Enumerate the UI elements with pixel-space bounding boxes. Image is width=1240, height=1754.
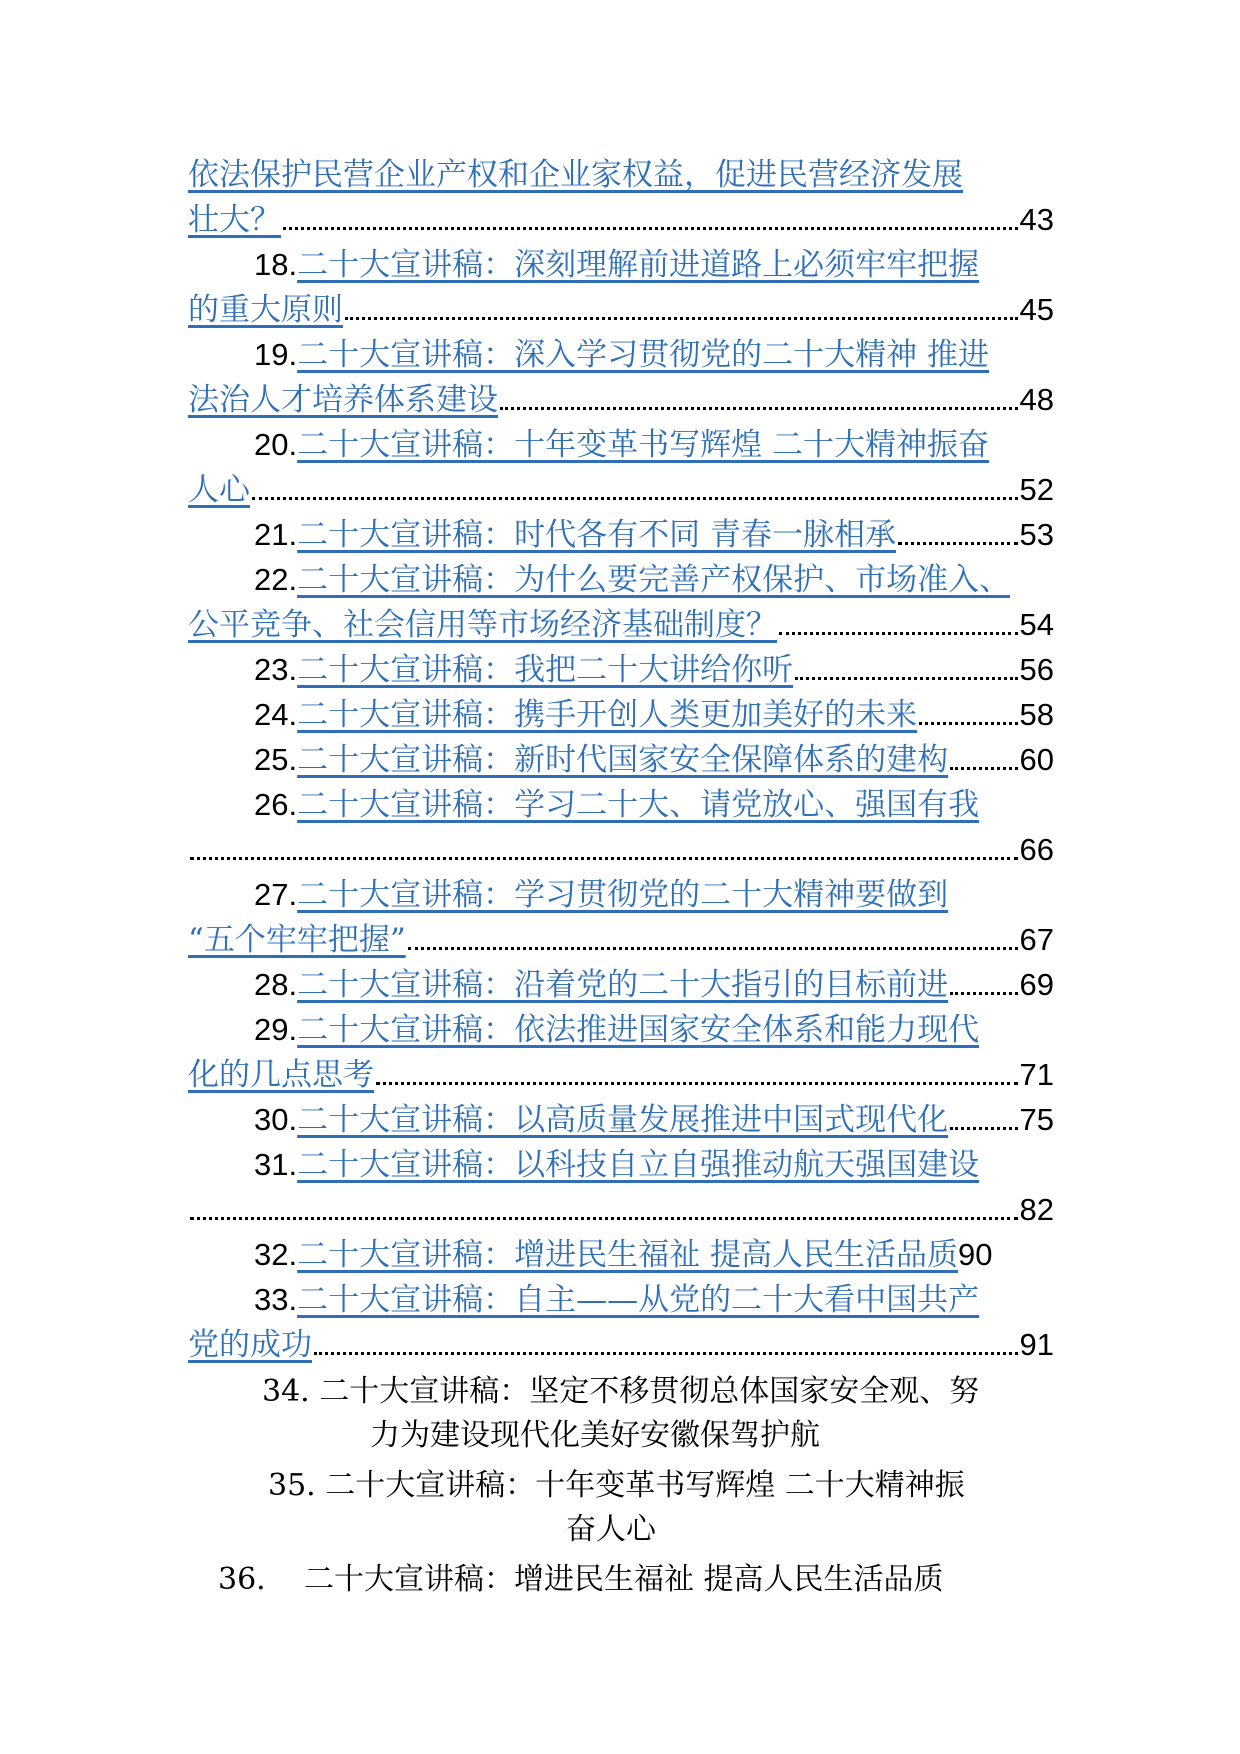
entry-number: 20.: [254, 427, 298, 462]
toc-entry-title[interactable]: 人心: [188, 472, 250, 508]
page-number: 53: [1019, 517, 1054, 552]
leader-dots: [252, 496, 1018, 500]
page-number: 71: [1019, 1057, 1054, 1092]
entry-number: 29.: [254, 1012, 298, 1047]
toc-entry-20-cont[interactable]: [188, 467, 1054, 513]
toc-entry-20[interactable]: [188, 422, 1054, 468]
toc-entry-title[interactable]: 二十大宣讲稿：为什么要完善产权保护、市场准入、: [297, 562, 1011, 598]
leader-dots: [408, 946, 1018, 950]
toc-entry-title[interactable]: 二十大宣讲稿：学习贯彻党的二十大精神要做到: [297, 877, 949, 913]
page-number: 60: [1019, 742, 1054, 777]
page-number: 52: [1019, 472, 1054, 507]
entry-number: 28.: [254, 967, 298, 1002]
toc-entry-26[interactable]: [188, 782, 1054, 828]
leader-dots: [314, 1351, 1018, 1355]
toc-entry-title[interactable]: 二十大宣讲稿：依法推进国家安全体系和能力现代: [297, 1012, 980, 1048]
toc-entry-19[interactable]: [188, 332, 1054, 378]
toc-entry-title[interactable]: 二十大宣讲稿：以科技自立自强推动航天强国建设: [297, 1147, 980, 1183]
entry-number: 31.: [254, 1147, 298, 1182]
toc-entry-31-cont[interactable]: [188, 1187, 1054, 1233]
toc-entry-29[interactable]: [188, 1007, 1054, 1053]
entry-number: 18.: [254, 247, 298, 282]
toc-entry-title[interactable]: 壮大？: [188, 202, 281, 238]
toc-entry-29-cont[interactable]: [188, 1052, 1054, 1098]
page-number: 48: [1019, 382, 1054, 417]
toc-entry-22[interactable]: [188, 557, 1088, 603]
toc-entry-17-line1[interactable]: [188, 152, 1054, 198]
entry-number: 30.: [254, 1102, 298, 1137]
entry-number: 24.: [254, 697, 298, 732]
toc-entry-28[interactable]: [188, 962, 1054, 1008]
page-number: 66: [1019, 832, 1054, 867]
toc-entry-title[interactable]: 公平竞争、社会信用等市场经济基础制度？: [188, 607, 777, 643]
entry-number: 19.: [254, 337, 298, 372]
page-number: 45: [1019, 292, 1054, 327]
page-number: 82: [1019, 1192, 1054, 1227]
entry-number: 33.: [254, 1282, 298, 1317]
toc-entry-23[interactable]: [188, 647, 1054, 693]
toc-entry-title[interactable]: 二十大宣讲稿：沿着党的二十大指引的目标前进: [297, 967, 949, 1003]
toc-entry-33-cont[interactable]: [188, 1322, 1054, 1368]
leader-dots: [376, 1081, 1018, 1085]
toc-entry-title[interactable]: 二十大宣讲稿：携手开创人类更加美好的未来: [297, 697, 918, 733]
entry-number: 32.: [254, 1237, 298, 1272]
toc-entry-title[interactable]: 法治人才培养体系建设: [188, 382, 498, 418]
toc-entry-title[interactable]: 依法保护民营企业产权和企业家权益，促进民营经济发展: [188, 157, 963, 193]
entry-number: 26.: [254, 787, 298, 822]
leader-dots: [779, 631, 1018, 635]
toc-entry-21[interactable]: [188, 512, 1054, 558]
toc-entry-title[interactable]: 二十大宣讲稿：增进民生福祉 提高人民生活品质: [297, 1237, 958, 1273]
leader-dots: [190, 856, 1018, 860]
entry-number: 25.: [254, 742, 298, 777]
page-number: 58: [1019, 697, 1054, 732]
page-number: 54: [1019, 607, 1054, 642]
toc-entry-30[interactable]: [188, 1097, 1054, 1143]
leader-dots: [795, 676, 1017, 680]
page-number: 56: [1019, 652, 1054, 687]
toc-entry-title[interactable]: 二十大宣讲稿：学习二十大、请党放心、强国有我: [297, 787, 980, 823]
toc-entry-18-cont[interactable]: [188, 287, 1054, 333]
entry-35-line1: 35. 二十大宣讲稿：十年变革书写辉煌 二十大精神振: [268, 1468, 965, 1503]
toc-entry-22-cont[interactable]: [188, 602, 1054, 648]
toc-entry-32[interactable]: [188, 1232, 1054, 1278]
entry-number: 22.: [254, 562, 298, 597]
leader-dots: [950, 1126, 1017, 1130]
toc-entry-title[interactable]: 党的成功: [188, 1327, 312, 1363]
toc-entry-27[interactable]: [188, 872, 1054, 918]
toc-entry-19-cont[interactable]: [188, 377, 1054, 423]
entry-36-number: 36.: [218, 1562, 266, 1597]
leader-dots: [190, 1216, 1018, 1220]
entry-35-line2: 奋人心: [566, 1512, 656, 1547]
toc-entry-27-cont[interactable]: [188, 917, 1054, 963]
entry-34-line1: 34. 二十大宣讲稿：坚定不移贯彻总体国家安全观、努: [262, 1374, 980, 1409]
page-number: 69: [1019, 967, 1054, 1002]
toc-entry-title[interactable]: 二十大宣讲稿：时代各有不同 青春一脉相承: [297, 517, 896, 553]
toc-entry-title[interactable]: 二十大宣讲稿：新时代国家安全保障体系的建构: [297, 742, 949, 778]
page-number: 43: [1019, 202, 1054, 237]
toc-entry-title[interactable]: 二十大宣讲稿：以高质量发展推进中国式现代化: [297, 1102, 949, 1138]
toc-entry-title[interactable]: 二十大宣讲稿：深入学习贯彻党的二十大精神 推进: [297, 337, 989, 373]
toc-entry-31[interactable]: [188, 1142, 1054, 1188]
leader-dots: [898, 541, 1018, 545]
leader-dots: [919, 721, 1017, 725]
toc-entry-title[interactable]: 化的几点思考: [188, 1057, 374, 1093]
page-number: 91: [1019, 1327, 1054, 1362]
toc-entry-24[interactable]: [188, 692, 1054, 738]
leader-dots: [283, 226, 1018, 230]
entry-36-title: 二十大宣讲稿：增进民生福祉 提高人民生活品质: [304, 1562, 944, 1597]
toc-entry-title[interactable]: 二十大宣讲稿：我把二十大讲给你听: [297, 652, 794, 688]
page-number: 67: [1019, 922, 1054, 957]
leader-dots: [345, 316, 1018, 320]
entry-number: 27.: [254, 877, 298, 912]
toc-entry-title[interactable]: 二十大宣讲稿：十年变革书写辉煌 二十大精神振奋: [297, 427, 989, 463]
leader-dots: [950, 766, 1017, 770]
toc-entry-18[interactable]: [188, 242, 1054, 288]
toc-entry-title[interactable]: 二十大宣讲稿：自主——从党的二十大看中国共产: [297, 1282, 980, 1318]
page-number: 90: [957, 1237, 993, 1272]
toc-entry-26-cont[interactable]: [188, 827, 1054, 873]
page-number: 75: [1019, 1102, 1054, 1137]
entry-34-line2: 力为建设现代化美好安徽保驾护航: [370, 1418, 820, 1453]
toc-entry-17-line2[interactable]: [188, 197, 1054, 243]
leader-dots: [500, 406, 1018, 410]
toc-entry-33[interactable]: [188, 1277, 1054, 1323]
entry-number: 21.: [254, 517, 298, 552]
toc-entry-title[interactable]: 的重大原则: [188, 292, 343, 328]
toc-entry-title[interactable]: “五个牢牢把握”: [188, 922, 406, 958]
toc-entry-25[interactable]: [188, 737, 1054, 783]
toc-entry-title[interactable]: 二十大宣讲稿：深刻理解前进道路上必须牢牢把握: [297, 247, 980, 283]
leader-dots: [950, 991, 1017, 995]
entry-number: 23.: [254, 652, 298, 687]
